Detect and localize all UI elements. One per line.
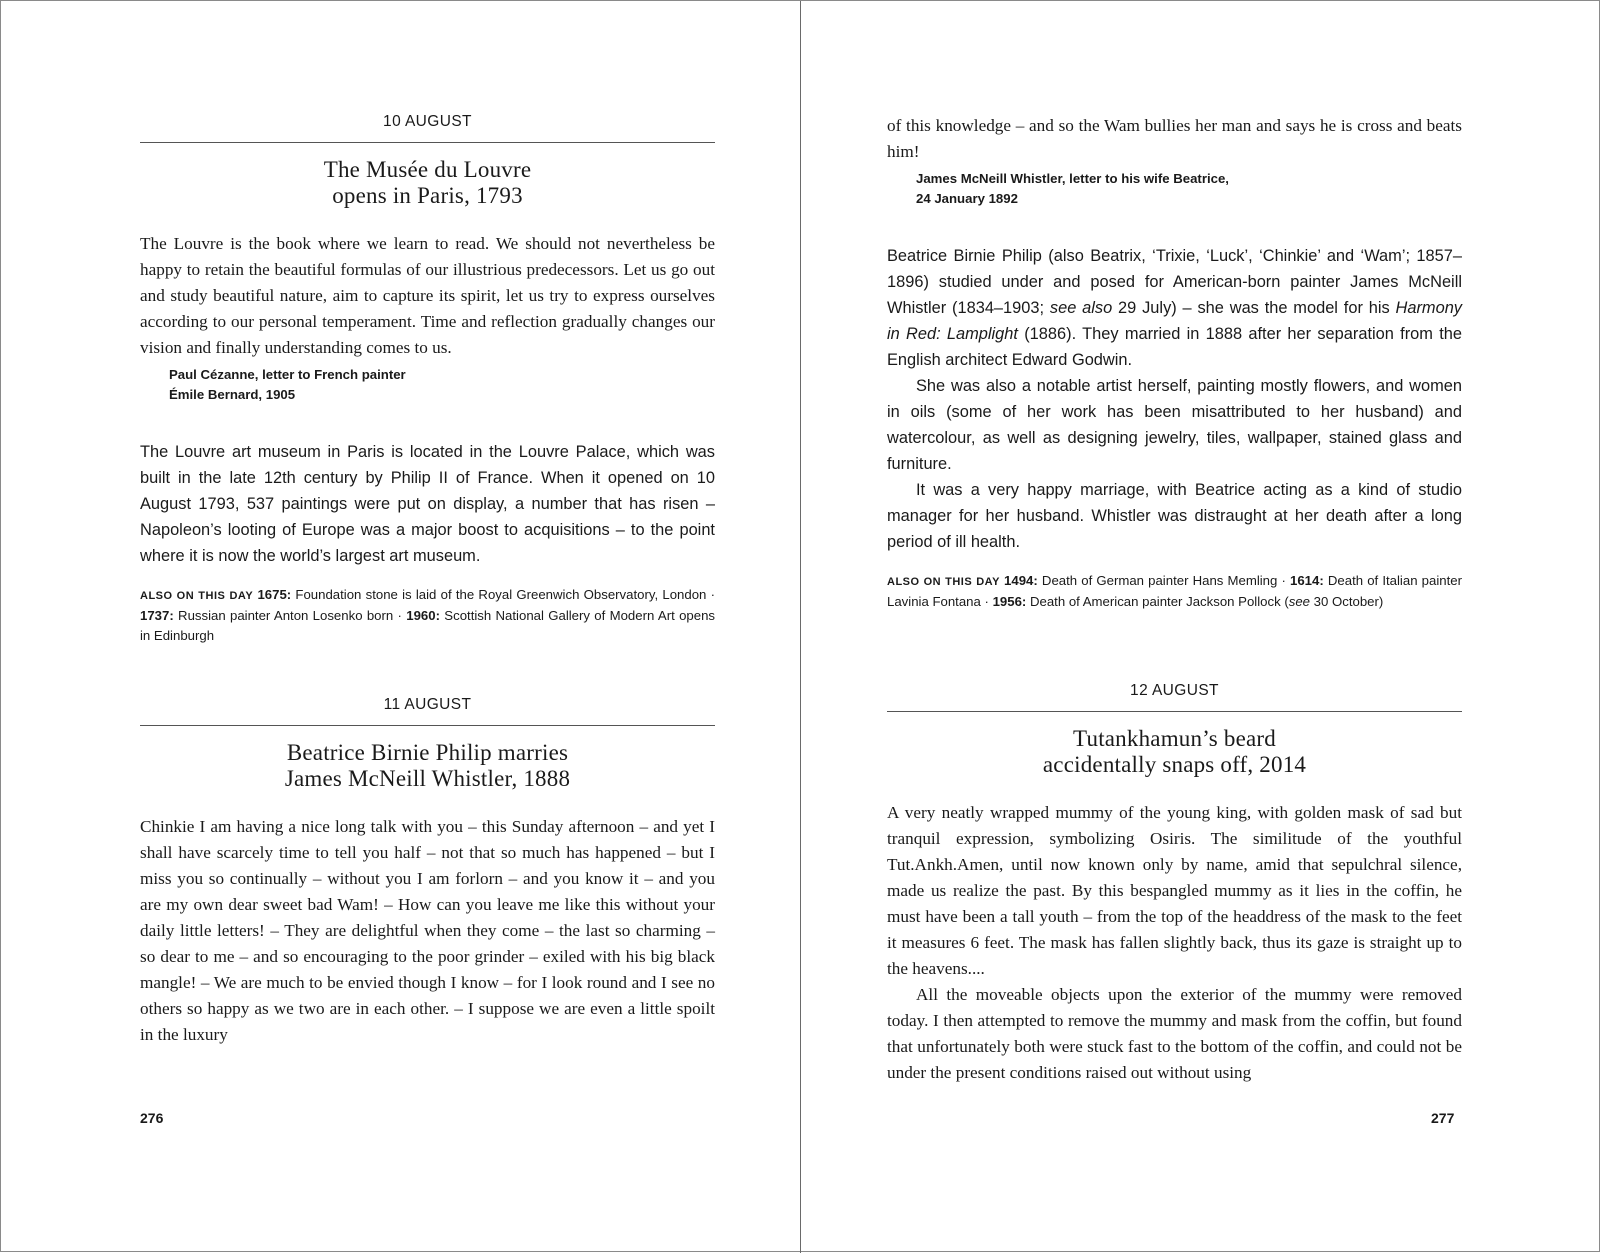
cross-reference: see	[1288, 594, 1310, 609]
body-paragraph: She was also a notable artist herself, painting mostly flowers, and women in oils (some of her work has been misattributed to her husband) and watercolour, as well as designing jewelry, tiles, wallpaper, stained glass and furniture.	[887, 377, 1462, 473]
attribution-line: James McNeill Whistler, letter to his wife Beatrice,	[916, 171, 1229, 186]
entry-10-august	[140, 113, 715, 646]
body-paragraph: The Louvre art museum in Paris is located in the Louvre Palace, which was built in the late 12th century by Philip II of France. When it opened on 10 August 1793, 537 paintings were put on display, a number that has risen – Napoleon’s looting of Europe was a major boost to acquisitions – to the point where it is now the world’s largest art museum.	[140, 443, 715, 565]
entry-body	[140, 439, 715, 569]
body-text: (1886). They married in 1888 after her separation from the English architect Edward Godwin.	[887, 325, 1462, 369]
also-text: Death of German painter Hans Memling ·	[1037, 573, 1291, 588]
entry-body	[887, 243, 1462, 555]
entry-quote	[887, 800, 1462, 1086]
cross-reference: see also	[1049, 299, 1113, 317]
attribution-line: 24 January 1892	[916, 191, 1018, 206]
left-page	[140, 113, 715, 1048]
body-paragraph: It was a very happy marriage, with Beatrice acting as a kind of studio manager for her husband. Whistler was distraught at her death after a long period of ill health.	[887, 481, 1462, 551]
quote-paragraph: The Louvre is the book where we learn to read. We should not nevertheless be happy to retain the beautiful formulas of our illustrious predecessors. Let us go out and study beautiful nature, aim to capture its spirit, let us try to express ourselves according to our personal temperament. Time and reflection gradually changes our vision and finally understanding comes to us.	[140, 234, 715, 357]
entry-date: 10 AUGUST	[140, 113, 715, 143]
also-on-this-day	[140, 585, 715, 646]
quote-paragraph: All the moveable objects upon the exterior of the mummy were removed today. I then attempted to remove the mummy and mask from the coffin, but found that unfortunately both were stuck fast to the bottom of the coffin, and could not be under the present conditions raised out without using	[887, 985, 1462, 1082]
attribution-line: Émile Bernard, 1905	[169, 387, 296, 402]
title-line: James McNeill Whistler, 1888	[284, 766, 571, 791]
quote-paragraph: A very neatly wrapped mummy of the young king, with golden mask of sad but tranquil expression, symbolizing Osiris. The similitude of the youthful Tut.Ankh.Amen, until now known only by name, amid that sepulchral silence, made us realize the past. By this bespangled mummy as it lies in the coffin, he must have been a tall youth – from the top of the headdress of the mask to the feet it measures 6 feet. The mask has fallen slightly back, thus its gaze is straight up to the heavens....	[887, 803, 1462, 978]
title-line: Tutankhamun’s beard	[1073, 726, 1276, 751]
entry-title	[140, 740, 715, 792]
also-text: Russian painter Anton Losenko born ·	[173, 608, 407, 623]
quote-attribution	[916, 169, 1462, 209]
also-year: 1675:	[257, 587, 292, 602]
also-year: 1494:	[1004, 573, 1038, 588]
quote-attribution	[169, 365, 715, 405]
also-text: 30 October)	[1310, 594, 1384, 609]
page-number: 276	[140, 1110, 164, 1126]
entry-date: 12 AUGUST	[887, 682, 1462, 712]
body-text: Beatrice Birnie Philip (also Beatrix, ‘Trixie, ‘Luck’, ‘Chinkie’ and ‘Wam’; 1857–1896) studied under and posed for American-born painter James McNeill Whistler (1834–1903;	[887, 247, 1462, 317]
also-year: 1960:	[406, 608, 440, 623]
also-year: 1956:	[992, 594, 1027, 609]
also-text: Foundation stone is laid of the Royal Greenwich Observatory, London ·	[291, 587, 715, 602]
also-text: Death of American painter Jackson Pollock (	[1026, 594, 1289, 609]
also-label: ALSO ON THIS DAY	[140, 590, 254, 602]
also-text: Scottish National Gallery of Modern Art opens in Edinburgh	[140, 608, 716, 643]
entry-12-august	[887, 682, 1462, 1086]
page-number: 277	[1431, 1110, 1455, 1126]
also-year: 1614:	[1290, 573, 1324, 588]
also-text: Death of Italian painter Lavinia Fontana ·	[887, 573, 1462, 609]
title-line: The Musée du Louvre	[323, 157, 532, 182]
quote-paragraph: of this knowledge – and so the Wam bullies her man and says he is cross and beats him!	[887, 116, 1462, 161]
body-text: 29 July) – she was the model for his	[1112, 299, 1396, 317]
entry-date: 11 AUGUST	[140, 696, 715, 726]
continued-quote	[887, 113, 1462, 165]
quote-paragraph: Chinkie I am having a nice long talk with you – this Sunday afternoon – and yet I shall have scarcely time to tell you half – not that so much has happened – but I miss you so continually – without you I am forlorn – and you know it – and you are my own dear sweet bad Wam! – How can you leave me like this without your daily little letters! – They are delightful when they come – the last so charming – so dear to me – and so encouraging to the poor grinder – exiled with his big black mangle! – We are much to be envied though I know – for I look round and I see no others so happy as we two are in each other. – I suppose we are even a little spoilt in the luxury	[140, 817, 715, 1044]
entry-quote	[140, 814, 715, 1048]
also-year: 1737:	[140, 608, 174, 623]
artwork-title: Harmony in Red: Lamplight	[887, 299, 1463, 343]
body-paragraph	[887, 243, 1462, 373]
title-line: Beatrice Birnie Philip marries	[286, 740, 569, 765]
entry-title	[887, 726, 1462, 778]
title-line: opens in Paris, 1793	[332, 183, 523, 208]
also-label: ALSO ON THIS DAY	[887, 576, 1000, 588]
attribution-line: Paul Cézanne, letter to French painter	[169, 367, 406, 382]
entry-quote	[140, 231, 715, 361]
page-gutter	[800, 1, 801, 1253]
title-line: accidentally snaps off, 2014	[1042, 752, 1307, 777]
right-page	[887, 113, 1462, 1086]
entry-11-august	[140, 696, 715, 1048]
entry-title	[140, 157, 715, 209]
also-on-this-day	[887, 571, 1462, 612]
